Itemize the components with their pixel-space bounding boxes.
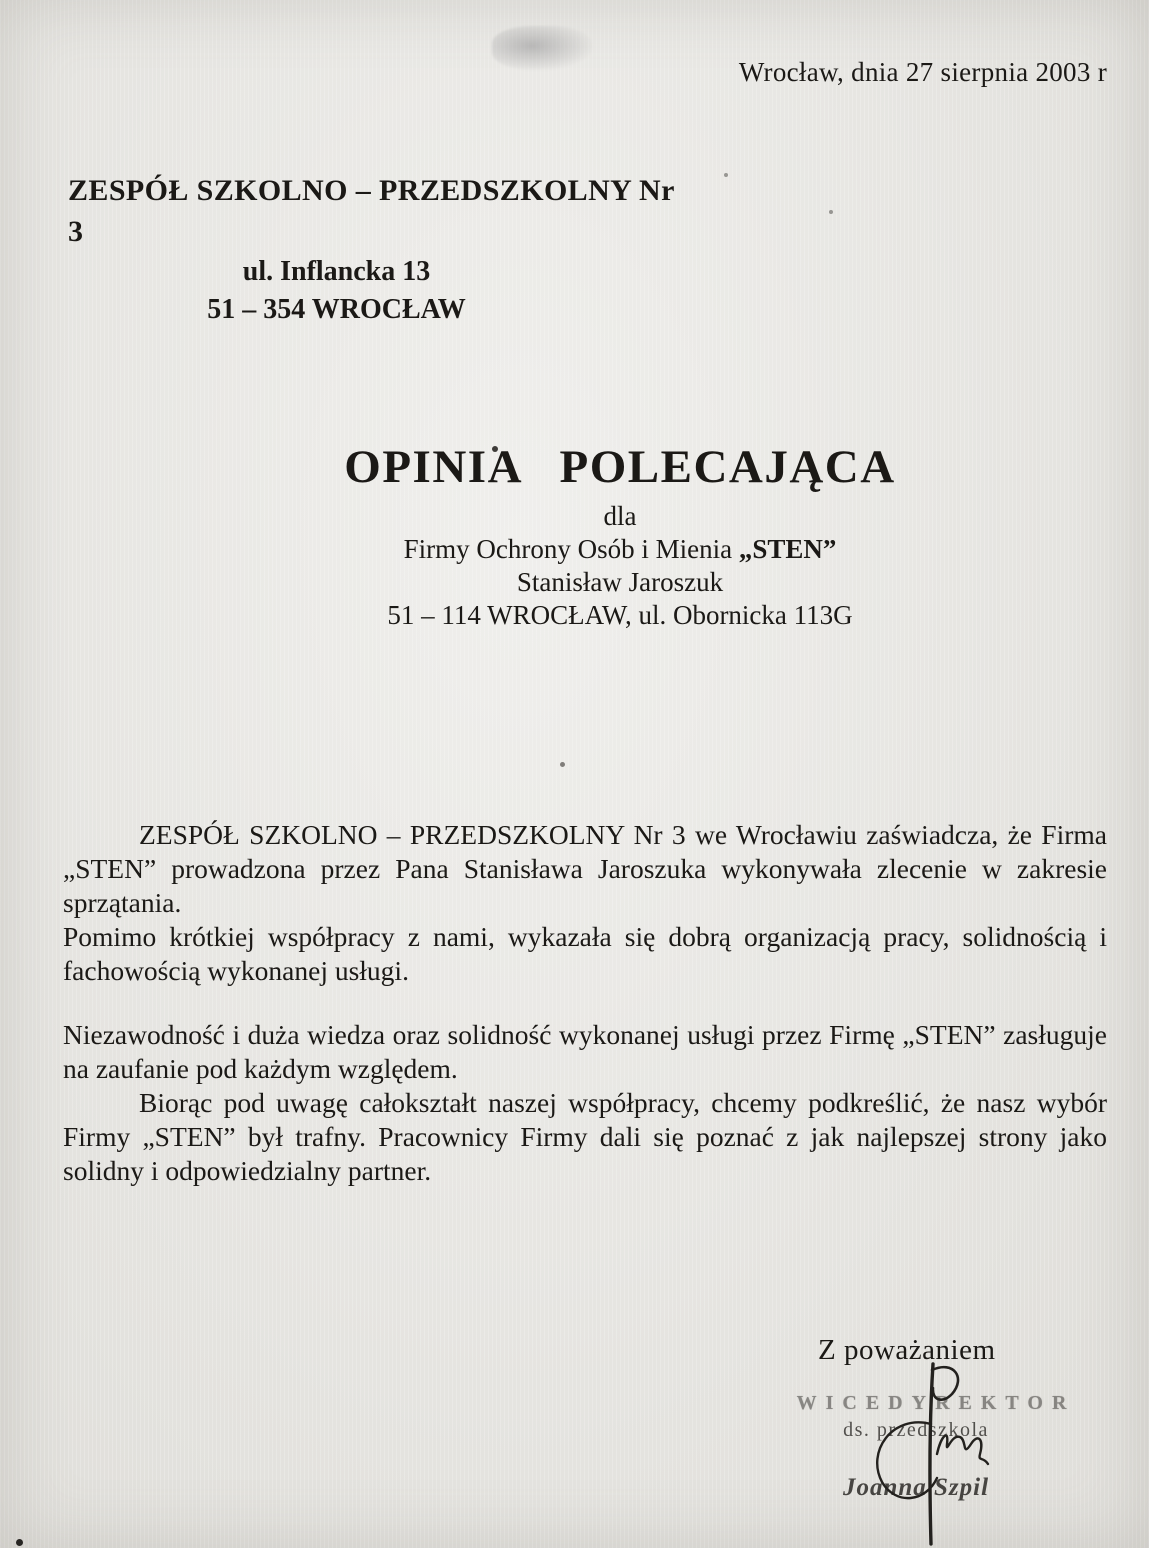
- body-paragraph-1: ZESPÓŁ SZKOLNO – PRZEDSZKOLNY Nr 3 we Wrocławiu zaświadcza, że Firma „STEN” prowadzona przez Pana Stanisława Jaroszuka wykonywała zlecenie w zakresie sprzątania.: [63, 819, 1107, 918]
- stamp-title: WICEDYREKTOR: [796, 1392, 1076, 1414]
- recipient-prefix: Firmy Ochrony Osób i Mienia: [403, 534, 739, 564]
- title-block: [90, 440, 1149, 632]
- scan-speck: [560, 762, 565, 767]
- body-paragraph-4: Biorąc pod uwagę całokształt naszej współpracy, chcemy podkreślić, że nasz wybór Firmy „STEN” był trafny. Pracownicy Firmy dali się poznać z jak najlepszej strony jako solidny i odpowiedzialny partner.: [63, 1087, 1107, 1186]
- document-title: OPINIA POLECAJĄCA: [344, 441, 896, 493]
- sender-name: ZESPÓŁ SZKOLNO – PRZEDSZKOLNY Nr 3: [68, 174, 675, 249]
- handwritten-signature: [820, 1356, 1060, 1548]
- scan-smudge: [492, 26, 592, 70]
- letter-body: [63, 818, 1107, 1188]
- sender-street: ul. Inflancka 13: [242, 255, 431, 287]
- recipient-person: Stanisław Jaroszuk: [516, 567, 724, 597]
- salutation: Z poważaniem: [818, 1334, 996, 1366]
- signer-name: Joanna Szpil: [842, 1474, 990, 1501]
- body-paragraph-2: Pomimo krótkiej współpracy z nami, wykazała się dobrą organizacją pracy, solidnością i fachowością wykonanej usługi.: [63, 921, 1107, 986]
- for-word: dla: [603, 501, 637, 531]
- date-line: Wrocław, dnia 27 sierpnia 2003 r: [738, 57, 1107, 87]
- recipient-address: 51 – 114 WROCŁAW, ul. Obornicka 113G: [387, 600, 853, 630]
- body-paragraph-3: Niezawodność i duża wiedza oraz solidność wykonanej usługi przez Firmę „STEN” zasługuje na zaufanie pod każdym względem.: [63, 1019, 1107, 1084]
- stamp-subtitle: ds. przedszkola: [843, 1419, 989, 1441]
- recipient-line: [90, 533, 1149, 566]
- scan-speck: [829, 210, 833, 214]
- recipient-name: „STEN”: [738, 534, 837, 564]
- scan-speck: [724, 173, 728, 177]
- sender-block: [68, 170, 680, 330]
- scan-speck: [16, 1539, 23, 1546]
- sender-city: 51 – 354 WROCŁAW: [207, 294, 466, 326]
